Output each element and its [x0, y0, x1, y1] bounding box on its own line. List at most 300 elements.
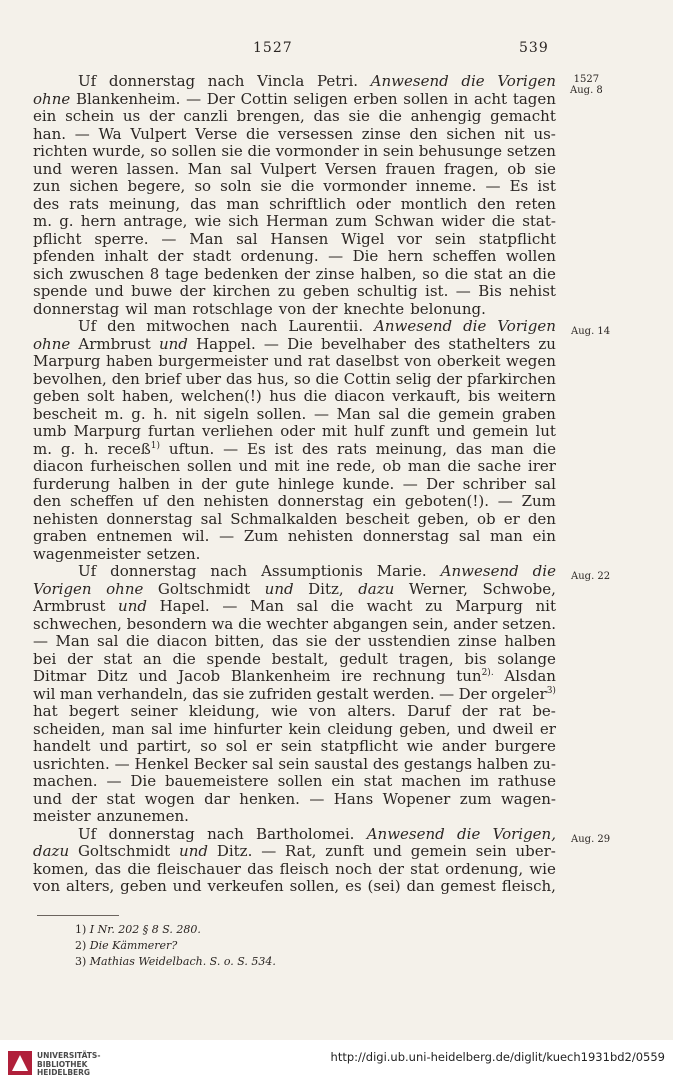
word: zu: [425, 597, 443, 615]
word: den: [166, 492, 195, 510]
word: —: [74, 124, 90, 143]
text-line: [33, 178, 556, 196]
text-line: [33, 773, 556, 791]
word: der: [284, 264, 310, 283]
word: die: [315, 369, 339, 388]
word: bevelhaber: [320, 334, 406, 353]
word: man: [59, 684, 93, 703]
word: diacon: [156, 632, 208, 650]
text-line: [33, 476, 556, 494]
margin-note-date: [571, 834, 610, 845]
word: Happel.: [196, 334, 256, 353]
word: werden.: [372, 684, 435, 703]
margin-note-date: [571, 326, 610, 337]
running-head-year: 1527: [253, 40, 293, 56]
word: kleidung,: [188, 702, 260, 720]
word: sollen: [403, 89, 449, 108]
word: die: [238, 614, 262, 633]
word: Petri.: [316, 72, 359, 90]
word: das: [272, 632, 299, 650]
text-line: [33, 371, 556, 389]
word: uber-: [515, 842, 556, 860]
word: sie: [348, 107, 370, 125]
footnote-ref: 1): [150, 440, 161, 451]
word: die: [444, 264, 469, 283]
word: rotschlage: [192, 299, 273, 318]
word: —: [219, 527, 235, 545]
word: gemacht: [490, 107, 556, 125]
word: wurde,: [92, 142, 146, 160]
word: seligen: [293, 89, 348, 108]
word: ordenung,: [445, 859, 524, 878]
word: dazu: [358, 579, 395, 598]
word: Die: [352, 247, 379, 265]
word: selig: [395, 369, 432, 388]
word: Goltschmidt: [77, 842, 171, 860]
text-line: [33, 91, 556, 109]
word: rat: [498, 702, 521, 720]
word: Man: [187, 159, 222, 178]
word: buwe: [131, 282, 173, 300]
word: ist: [274, 439, 294, 458]
word: Daruf: [407, 702, 451, 720]
word: wechter: [266, 614, 329, 633]
text-line: [33, 283, 556, 301]
word: donnerstag: [33, 299, 120, 318]
word: Becker: [193, 754, 248, 773]
word: Es: [247, 439, 266, 458]
word: Schwobe,: [482, 579, 556, 598]
word: machen: [401, 772, 462, 790]
word: tagen: [512, 89, 556, 108]
word: von: [308, 702, 337, 720]
word: burgermeister: [158, 352, 269, 370]
footnote-1: [75, 923, 201, 936]
word: in: [453, 89, 469, 108]
word: pflicht: [33, 229, 82, 248]
word: das: [225, 369, 253, 388]
word: ob: [382, 457, 402, 475]
word: den: [409, 124, 438, 143]
word: und: [436, 422, 466, 440]
word: vormonder: [323, 177, 407, 195]
word: handelt: [33, 737, 91, 755]
word: er: [503, 509, 520, 528]
word: der: [67, 649, 93, 668]
word: g.: [60, 439, 76, 458]
word: rats: [337, 439, 367, 458]
word: Ditz.: [216, 842, 253, 860]
word: brengen,: [236, 107, 305, 125]
word: der: [461, 702, 488, 720]
word: man: [111, 719, 145, 738]
word: die: [172, 649, 196, 668]
word: 8: [149, 264, 160, 283]
footnote-2: [75, 939, 177, 952]
word: wie: [406, 737, 434, 755]
word: zufriden: [248, 684, 312, 703]
word: —: [222, 597, 238, 615]
word: setzen.: [502, 614, 556, 633]
word: bestalt,: [271, 649, 329, 668]
word: sichen: [69, 177, 119, 195]
word: so: [422, 264, 440, 283]
word: [491, 686, 556, 704]
text-line: [33, 616, 556, 634]
footnote-text: I Nr. 202 § 8 S. 280.: [89, 923, 201, 936]
library-name-line: UNIVERSITÄTS-: [37, 1051, 101, 1060]
text-line: [33, 143, 556, 161]
text-line: [33, 791, 556, 809]
word: Marpurg: [73, 422, 142, 440]
word: m.: [33, 212, 52, 230]
word: anzunemen.: [96, 807, 189, 825]
word: Schmalkalden: [230, 509, 338, 528]
text-line: [33, 563, 556, 581]
word: —: [114, 754, 130, 773]
word: meister: [33, 807, 91, 825]
word: donnerstag: [108, 824, 195, 843]
word: haben,: [122, 387, 174, 405]
word: fragen,: [444, 159, 499, 178]
word: hus,: [257, 369, 289, 388]
word: sollen: [277, 772, 323, 790]
word: burgere: [494, 737, 556, 755]
word: geben,: [399, 719, 451, 738]
word: scheiden,: [33, 719, 106, 738]
word: Ditz: [96, 667, 128, 685]
word: und: [33, 159, 62, 178]
word: schultig: [356, 282, 418, 300]
word: Uf: [78, 824, 97, 843]
word: zun: [33, 177, 61, 195]
word: Der: [206, 89, 235, 108]
word: dan: [406, 877, 435, 895]
word: und: [33, 789, 62, 808]
word: die: [125, 632, 150, 650]
word: sol: [225, 737, 248, 755]
word: haben: [106, 352, 153, 370]
word: statpflicht: [320, 737, 398, 755]
word: diacon: [334, 387, 385, 405]
word: partirt,: [137, 737, 192, 755]
word: und: [172, 877, 202, 895]
word: stat: [410, 859, 439, 878]
word: das: [192, 684, 219, 703]
word: und: [238, 457, 268, 475]
text-line: [33, 686, 556, 704]
word: ander: [453, 614, 498, 633]
word: sichen: [446, 124, 496, 143]
word: Vorigen,: [492, 824, 556, 843]
word: scheffen: [69, 492, 134, 510]
word: Vulpert: [260, 159, 317, 178]
word: man: [226, 194, 260, 213]
word: von: [278, 299, 306, 318]
word: zum: [459, 789, 492, 808]
word: die: [457, 824, 481, 843]
word: die: [407, 404, 431, 423]
word: Uf: [78, 317, 97, 335]
library-name-line: HEIDELBERG: [37, 1068, 91, 1077]
word: hulf: [353, 422, 384, 440]
word: spende: [33, 282, 88, 300]
word: gute: [235, 474, 270, 493]
word: geben: [302, 282, 350, 300]
word: der: [334, 632, 361, 650]
word: entnemen: [96, 527, 173, 545]
word: und: [138, 667, 168, 685]
word: kirchen: [212, 282, 271, 300]
page-number: 539: [519, 40, 549, 56]
text-line: [33, 108, 556, 126]
word: —: [328, 247, 344, 265]
word: man: [490, 527, 523, 545]
word: bescheit: [345, 509, 410, 528]
word: das: [190, 194, 217, 213]
word: henken.: [239, 789, 300, 808]
word: sollen.: [256, 404, 307, 423]
word: der: [148, 107, 175, 125]
word: Man: [55, 632, 90, 650]
footnote-mark: 1): [75, 923, 87, 936]
word: ein: [33, 107, 57, 125]
word: bescheit: [33, 404, 97, 423]
word: richten: [33, 142, 88, 160]
word: —: [106, 772, 122, 790]
word: welchen(!): [180, 387, 262, 405]
word: uf: [142, 492, 158, 510]
word: m.: [104, 404, 124, 423]
word: sie: [534, 159, 556, 178]
word: der: [201, 474, 227, 493]
word: zinse: [457, 632, 497, 650]
word: den: [33, 492, 62, 510]
word: noch: [335, 859, 373, 878]
word: besondern: [126, 614, 207, 633]
word: so: [194, 177, 212, 195]
word: Cottin: [240, 89, 288, 108]
word: inhalt: [104, 247, 149, 265]
library-name-line: BIBLIOTHEK: [37, 1059, 88, 1069]
text-line: [33, 301, 556, 319]
word: nit: [175, 404, 196, 423]
word: gemest: [440, 877, 496, 895]
word: wegen: [506, 352, 556, 370]
word: Blankenheim: [230, 667, 331, 685]
word: lassen.: [126, 159, 180, 178]
text-line: [33, 668, 556, 686]
word: inneme.: [415, 177, 477, 195]
word: an: [143, 649, 162, 668]
word: zunft: [390, 422, 430, 440]
word: hat: [33, 702, 58, 720]
word: Vincla: [257, 72, 305, 90]
word: Ditz,: [308, 579, 344, 598]
word: furheischen: [90, 457, 181, 475]
word: ob: [507, 159, 526, 178]
word: —: [33, 632, 48, 650]
text-line: [33, 213, 556, 231]
word: [456, 668, 493, 686]
word: Vorigen: [33, 579, 92, 598]
word: sal: [97, 632, 119, 650]
footnote-ref: 3): [546, 685, 556, 696]
word: die: [247, 142, 271, 160]
word: ire: [341, 667, 363, 685]
text-line: [33, 703, 556, 721]
word: Der: [426, 474, 455, 493]
word: han.: [33, 124, 67, 143]
text-line: [33, 843, 556, 861]
word: Die: [287, 334, 313, 353]
body-text: [33, 73, 556, 896]
word: und: [94, 282, 124, 300]
word: an: [508, 264, 527, 283]
text-line: [33, 878, 556, 896]
word: gestalt: [316, 684, 369, 703]
word: rechnung: [372, 667, 446, 685]
word: geben,: [417, 509, 469, 528]
margin-note-line: Aug. 14: [571, 326, 611, 337]
word: verkauft,: [392, 387, 461, 405]
word: das: [94, 859, 122, 878]
word: den: [477, 194, 506, 213]
word: geboten(!).: [404, 492, 489, 510]
word: acht: [474, 89, 508, 108]
word: rathuse: [497, 772, 556, 790]
word: Versen: [325, 159, 377, 178]
viewer-footer: [0, 1040, 673, 1091]
word: sein,: [412, 614, 449, 633]
word: und: [372, 842, 402, 860]
word: nach: [207, 72, 245, 90]
word: das: [247, 859, 274, 878]
word: sein: [280, 737, 312, 755]
word: Man: [336, 404, 371, 423]
word: wil.: [182, 527, 210, 545]
word: sal: [296, 597, 319, 615]
text-line: [33, 511, 556, 529]
word: stat-: [522, 212, 556, 230]
word: h.: [84, 439, 99, 458]
word: gemein: [410, 842, 467, 860]
word: stat: [473, 264, 503, 283]
word: Marpurg: [455, 597, 523, 615]
word: des: [414, 334, 441, 353]
word: das: [455, 439, 483, 458]
word: —: [309, 789, 325, 808]
word: mit: [321, 422, 347, 440]
word: h.: [153, 404, 168, 423]
word: machen.: [33, 772, 98, 790]
word: meinung,: [108, 194, 181, 213]
word: die: [290, 177, 315, 195]
word: verhandeln,: [97, 684, 188, 703]
word: Hansen: [270, 229, 329, 248]
word: —: [261, 842, 277, 860]
word: g.: [59, 212, 74, 230]
word: man: [490, 439, 524, 458]
word: oder: [356, 194, 391, 213]
text-line: [33, 721, 556, 739]
word: be-: [532, 702, 556, 720]
word-text: receß: [107, 439, 151, 458]
word: Die: [130, 772, 157, 790]
word: donnerstag: [277, 492, 364, 510]
word: Anwesend: [374, 317, 453, 335]
word: Schwan: [374, 212, 434, 230]
word: wie: [271, 702, 298, 720]
word: wil: [33, 684, 56, 703]
word: cleidung: [327, 719, 393, 738]
word: Vulpert: [130, 124, 187, 143]
word: pfenden: [33, 247, 95, 265]
word: weitern: [497, 387, 556, 405]
word: —: [455, 282, 471, 300]
word: saustal: [314, 754, 368, 773]
word: man: [407, 457, 441, 475]
word: donnerstag: [108, 72, 196, 90]
text-line: [33, 738, 556, 756]
word: hern: [80, 212, 117, 230]
word: ohne: [106, 579, 144, 598]
word: ordenung.: [240, 247, 319, 265]
word: brief: [144, 369, 181, 388]
word: ein: [532, 527, 556, 545]
word: zu-: [533, 754, 556, 773]
word: er: [539, 719, 556, 738]
word: Marpurg: [33, 352, 101, 370]
word: ist: [537, 177, 556, 195]
permalink-url[interactable]: http://digi.ub.uni-heidelberg.de/diglit/kuech1931bd2/0559: [330, 1050, 665, 1064]
text-line: [33, 318, 556, 336]
word: rat: [307, 352, 331, 370]
word: die: [378, 107, 402, 125]
word: versessen: [277, 124, 354, 143]
word: donnerstag: [106, 509, 193, 528]
word: Jacob: [178, 667, 221, 685]
word: statpflicht: [478, 229, 556, 248]
word: und: [179, 842, 208, 860]
word: Anwesend: [440, 562, 519, 580]
text-line: [33, 441, 556, 459]
word: bis: [464, 649, 487, 668]
word: —: [263, 334, 279, 353]
word: wacht: [366, 597, 413, 615]
word: der: [311, 299, 338, 318]
word: stat: [106, 789, 136, 808]
word-text: orgeler: [491, 684, 547, 703]
word: Zum: [521, 492, 556, 510]
word: sein: [475, 842, 507, 860]
word: gemein: [472, 422, 529, 440]
word: Laurentii.: [288, 317, 364, 335]
word: Armbrust: [33, 597, 106, 615]
word: Cottin: [343, 369, 391, 388]
word: diacon: [33, 457, 84, 475]
word: den: [111, 369, 140, 388]
word: [107, 441, 160, 459]
word: knechte: [343, 299, 405, 318]
word: sie: [222, 684, 245, 703]
word: hinlege: [277, 474, 335, 493]
word: tage: [165, 264, 199, 283]
word: Goltschmidt: [157, 579, 251, 598]
word: frauen: [385, 159, 436, 178]
word: die: [447, 457, 471, 475]
word: sal: [458, 527, 481, 545]
